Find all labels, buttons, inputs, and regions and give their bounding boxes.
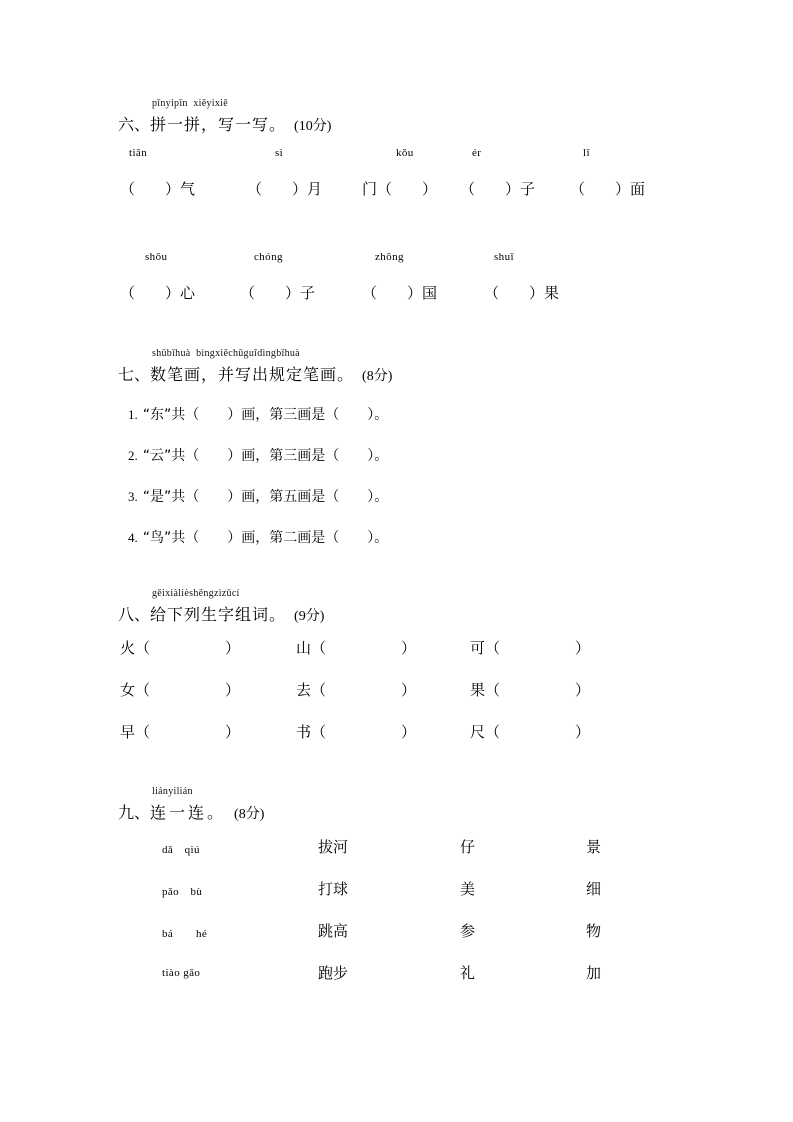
grid-char: 果 xyxy=(470,681,486,699)
grid-blank: （ ） xyxy=(485,639,591,657)
section-six-r1c3-blank[interactable] xyxy=(362,178,437,199)
section-nine-r2-char-b[interactable]: 细 xyxy=(586,880,602,898)
section-six-heading xyxy=(118,98,332,135)
section-eight-r3c2[interactable] xyxy=(296,721,416,742)
section-seven-number: 七、 xyxy=(118,365,151,384)
blank-parens: （ ） xyxy=(570,180,631,198)
blank-char: 国 xyxy=(422,284,438,302)
item-text: “是”共（ ）画，第五画是（ ）。 xyxy=(142,489,389,505)
section-six-r2c3-blank[interactable] xyxy=(362,282,437,303)
section-nine-heading xyxy=(118,786,265,823)
section-nine-r2-word[interactable]: 打球 xyxy=(318,880,349,898)
item-text: “云”共（ ）画，第三画是（ ）。 xyxy=(142,448,389,464)
grid-char: 去 xyxy=(296,681,312,699)
section-seven-item-3[interactable] xyxy=(128,486,388,506)
section-six-r2c2-blank[interactable] xyxy=(240,282,315,303)
grid-blank: （ ） xyxy=(135,723,241,741)
section-seven-heading-pinyin: shǔbǐhuà bìngxiěchūguīdìngbǐhuà xyxy=(152,348,300,359)
section-seven-item-1[interactable] xyxy=(128,404,388,424)
section-six-r2c1-pinyin: shǒu xyxy=(145,251,168,263)
grid-blank: （ ） xyxy=(135,639,241,657)
section-nine-r3-pinyin[interactable]: bá hé xyxy=(162,928,208,940)
grid-blank: （ ） xyxy=(311,639,417,657)
blank-char: 心 xyxy=(180,284,196,302)
blank-char: 月 xyxy=(307,180,323,198)
section-nine-number: 九、 xyxy=(118,803,151,822)
section-nine-r3-word[interactable]: 跳高 xyxy=(318,922,349,940)
blank-parens: （ ） xyxy=(120,180,181,198)
section-nine-r4-char-b[interactable]: 加 xyxy=(586,964,602,982)
item-number: 1. xyxy=(128,407,138,422)
section-nine-r4-word[interactable]: 跑步 xyxy=(318,964,349,982)
section-eight-r2c3[interactable] xyxy=(470,679,590,700)
section-eight-r1c2[interactable] xyxy=(296,637,416,658)
blank-parens: （ ） xyxy=(120,284,181,302)
section-eight-r1c1[interactable] xyxy=(120,637,240,658)
section-six-r1c5-blank[interactable] xyxy=(570,178,645,199)
grid-char: 火 xyxy=(120,639,136,657)
grid-char: 可 xyxy=(470,639,486,657)
blank-char: 果 xyxy=(544,284,560,302)
item-number: 4. xyxy=(128,530,138,545)
grid-char: 尺 xyxy=(470,723,486,741)
grid-char: 山 xyxy=(296,639,312,657)
section-nine-r1-pinyin[interactable]: dǎ qiú xyxy=(162,844,200,856)
section-seven-item-2[interactable] xyxy=(128,445,388,465)
section-six-r2c4-blank[interactable] xyxy=(484,282,559,303)
item-number: 2. xyxy=(128,448,138,463)
section-eight-heading xyxy=(118,588,325,625)
section-six-r1c4-blank[interactable] xyxy=(460,178,535,199)
section-eight-number: 八、 xyxy=(118,605,151,624)
grid-char: 书 xyxy=(296,723,312,741)
section-six-score: (10分) xyxy=(294,119,332,134)
section-six-r2c4-pinyin: shuǐ xyxy=(494,251,514,263)
section-six-r1c4-pinyin: ér xyxy=(472,147,482,159)
grid-blank: （ ） xyxy=(311,723,417,741)
section-six-r2c1-blank[interactable] xyxy=(120,282,195,303)
section-nine-r1-word[interactable]: 拔河 xyxy=(318,838,349,856)
section-seven-item-4[interactable] xyxy=(128,527,388,547)
item-text: “鸟”共（ ）画，第二画是（ ）。 xyxy=(142,530,389,546)
section-eight-r3c3[interactable] xyxy=(470,721,590,742)
grid-blank: （ ） xyxy=(485,681,591,699)
section-six-heading-pinyin: pīnyipīn xiěyixiě xyxy=(152,98,228,109)
blank-parens: （ ） xyxy=(362,284,423,302)
section-seven-score: (8分) xyxy=(362,369,393,384)
section-six-number: 六、 xyxy=(118,115,151,134)
section-seven-heading xyxy=(118,348,393,385)
section-eight-r2c2[interactable] xyxy=(296,679,416,700)
blank-char: 子 xyxy=(300,284,316,302)
blank-parens: （ ） xyxy=(240,284,301,302)
section-nine-r3-char-a[interactable]: 参 xyxy=(460,922,476,940)
section-nine-r2-char-a[interactable]: 美 xyxy=(460,880,476,898)
blank-char: 面 xyxy=(630,180,646,198)
section-six-title: 拼一拼，写一写。 xyxy=(150,115,287,134)
section-six-r1c5-pinyin: lǐ xyxy=(583,147,590,159)
grid-blank: （ ） xyxy=(135,681,241,699)
section-six-r1c2-pinyin: sì xyxy=(275,147,284,159)
blank-parens: （ ） xyxy=(460,180,521,198)
section-six-r1c1-blank[interactable] xyxy=(120,178,195,199)
section-eight-heading-pinyin: gěixiàlièshēngzìzǔcí xyxy=(152,588,240,599)
section-seven-title: 数笔画，并写出规定笔画。 xyxy=(150,365,355,384)
section-nine-title: 连一连。 xyxy=(150,803,227,822)
section-eight-r3c1[interactable] xyxy=(120,721,240,742)
blank-parens: （ ） xyxy=(484,284,545,302)
section-nine-r2-pinyin[interactable]: pǎo bù xyxy=(162,886,203,898)
blank-parens: 门（ ） xyxy=(362,180,438,198)
grid-blank: （ ） xyxy=(311,681,417,699)
item-number: 3. xyxy=(128,489,138,504)
section-eight-title: 给下列生字组词。 xyxy=(150,605,287,624)
section-eight-r1c3[interactable] xyxy=(470,637,590,658)
section-six-r2c2-pinyin: chóng xyxy=(254,251,283,263)
section-six-r1c1-pinyin: tiān xyxy=(129,147,148,159)
section-nine-r4-pinyin[interactable]: tiào gāo xyxy=(162,967,201,979)
blank-parens: （ ） xyxy=(247,180,308,198)
section-nine-r1-char-b[interactable]: 景 xyxy=(586,838,602,856)
blank-char: 子 xyxy=(520,180,536,198)
section-six-r2c3-pinyin: zhōng xyxy=(375,251,404,263)
grid-char: 早 xyxy=(120,723,136,741)
grid-char: 女 xyxy=(120,681,136,699)
section-eight-score: (9分) xyxy=(294,609,325,624)
item-text: “东”共（ ）画，第三画是（ ）。 xyxy=(142,407,389,423)
grid-blank: （ ） xyxy=(485,723,591,741)
section-nine-heading-pinyin: liányilián xyxy=(152,786,193,797)
section-nine-r4-char-a[interactable]: 礼 xyxy=(460,964,476,982)
section-nine-r1-char-a[interactable]: 仔 xyxy=(460,838,476,856)
blank-char: 气 xyxy=(180,180,196,198)
section-nine-r3-char-b[interactable]: 物 xyxy=(586,922,602,940)
section-six-r1c3-pinyin: kǒu xyxy=(396,147,414,159)
section-six-r1c2-blank[interactable] xyxy=(247,178,322,199)
section-eight-r2c1[interactable] xyxy=(120,679,240,700)
section-nine-score: (8分) xyxy=(234,807,265,822)
